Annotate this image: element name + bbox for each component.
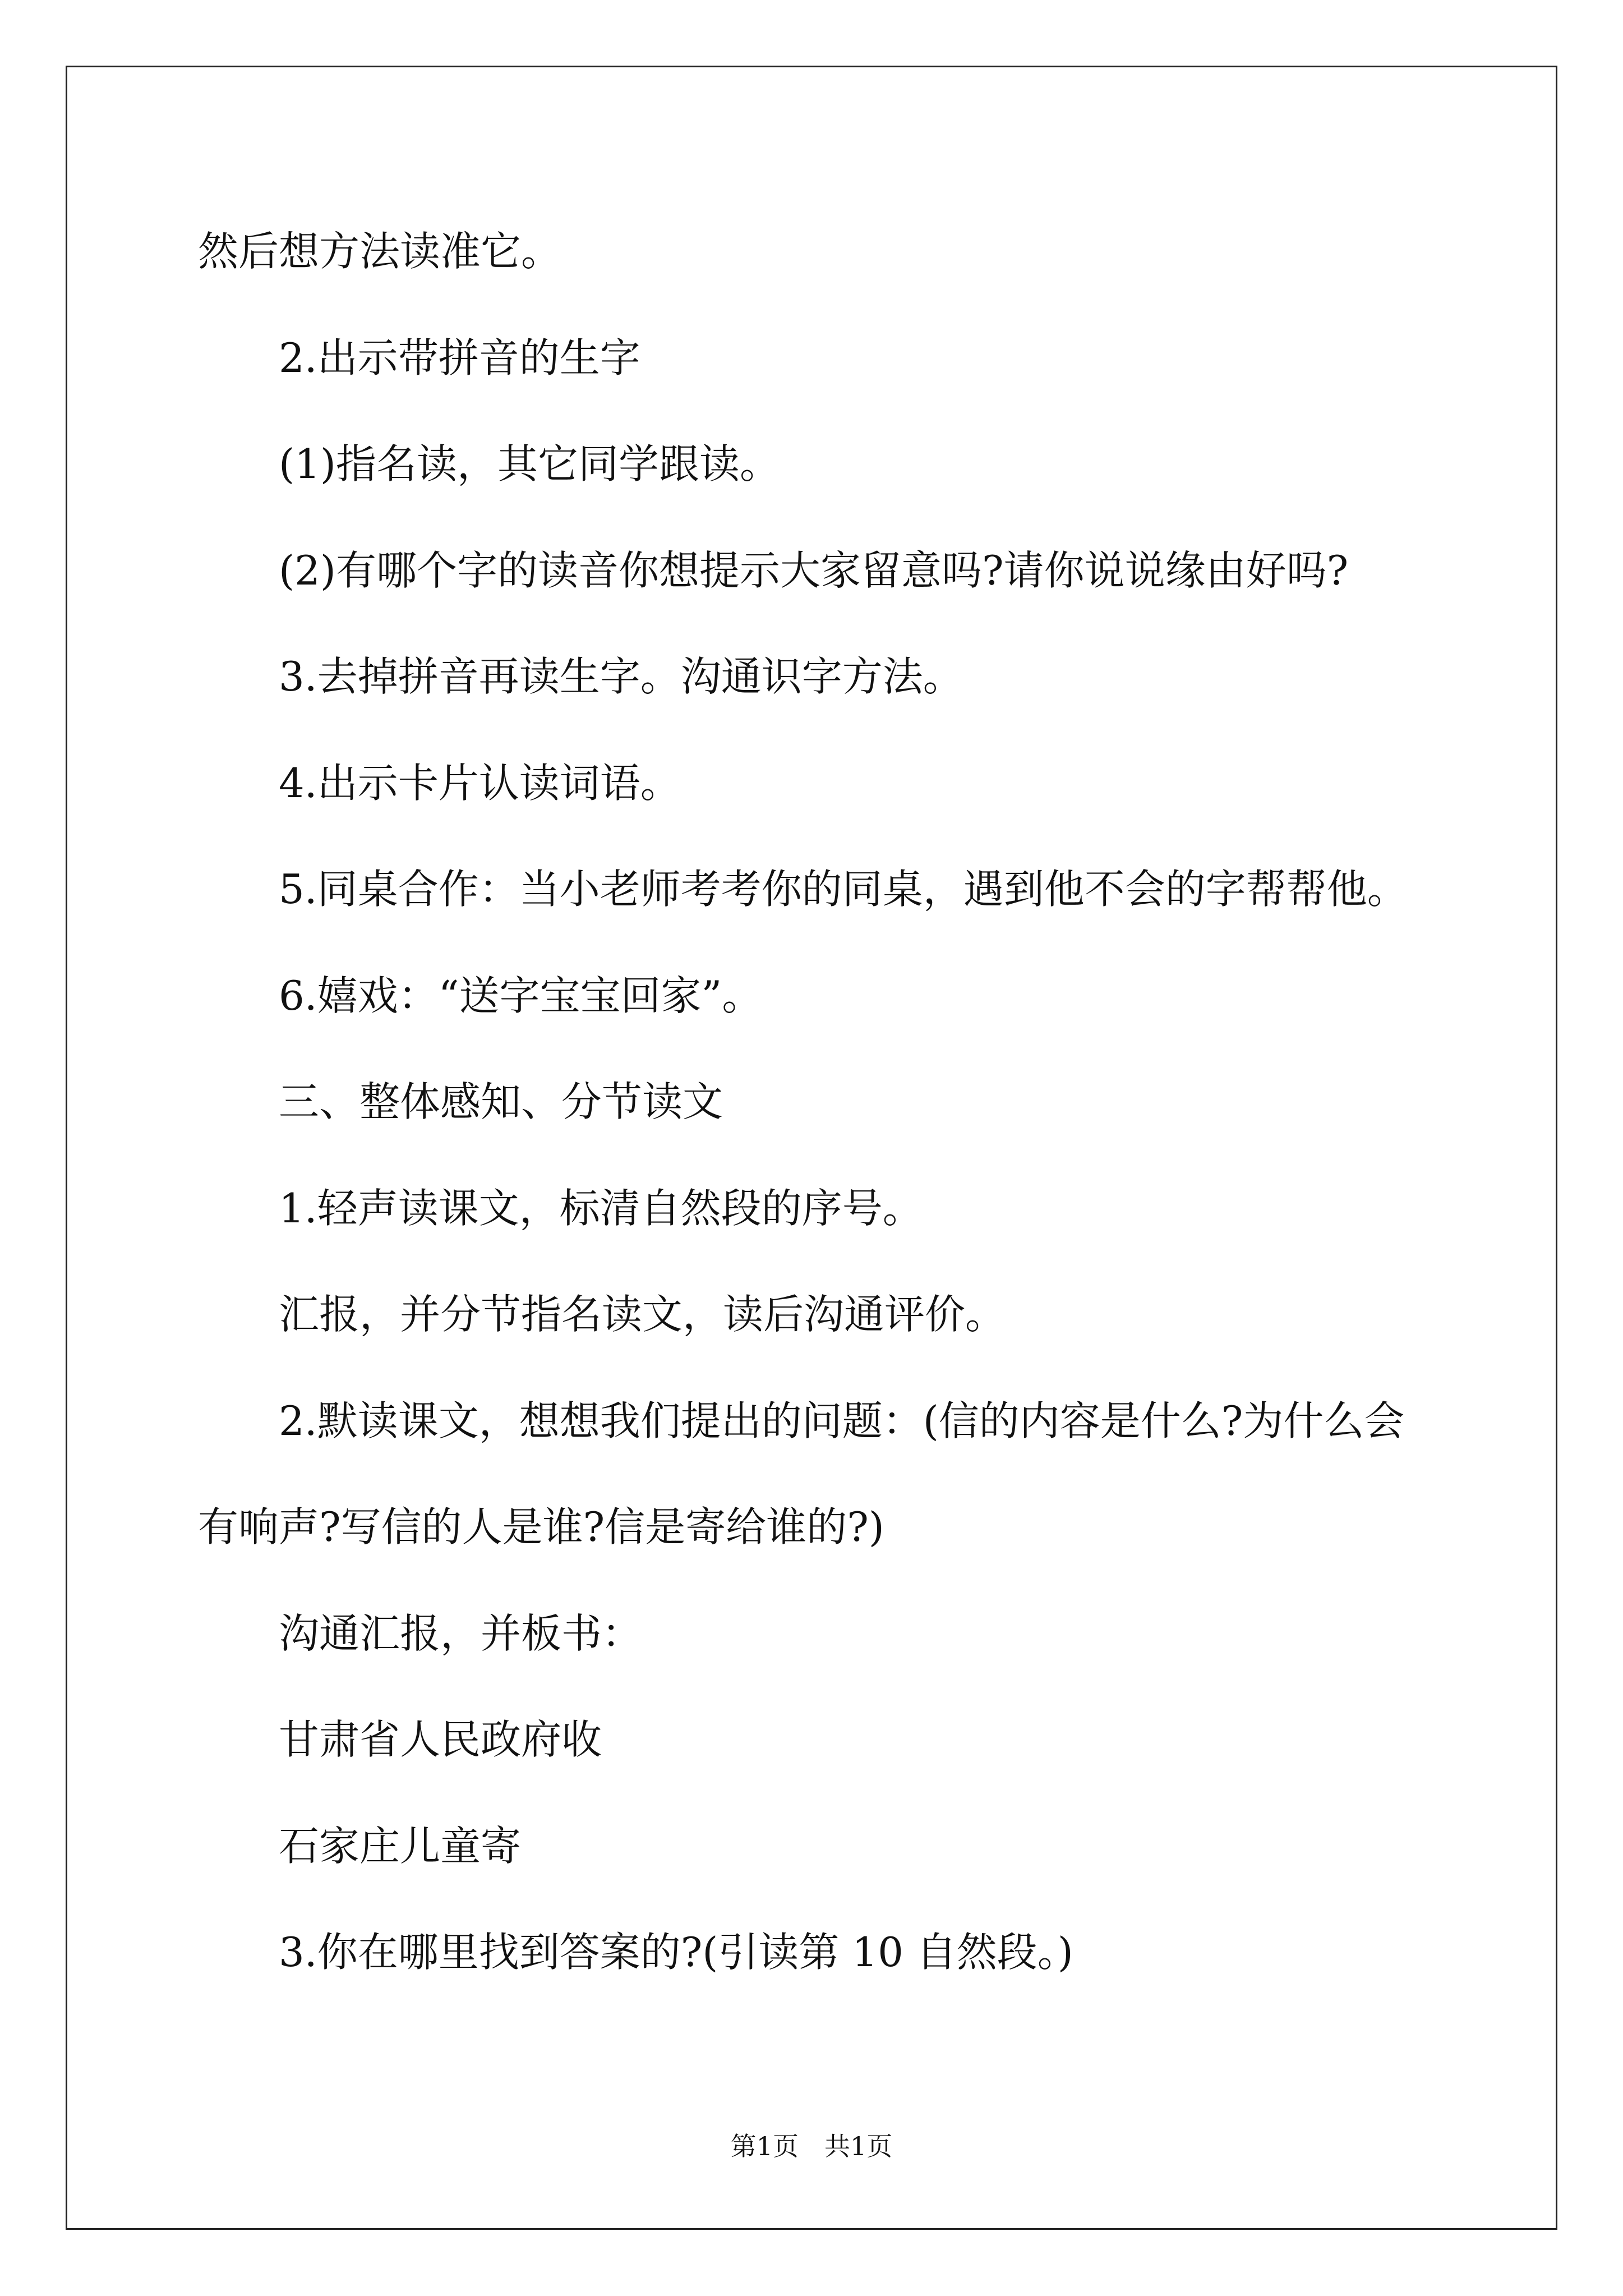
- blackboard-intro: 沟通汇报，并板书：: [279, 1609, 643, 1657]
- step-silent-reading-line-1: 2.默读课文，想想我们提出的问题：(信的内容是什么?为什么会: [279, 1397, 1405, 1444]
- step-silent-reading-line-2: 有响声?写信的人是谁?信是寄给谁的?): [198, 1503, 884, 1550]
- page-number-footer: 第1页 共1页: [730, 2131, 893, 2161]
- step-desk-mate-cooperation: 5.同桌合作：当小老师考考你的同桌，遇到他不会的字帮帮他。: [279, 866, 1408, 913]
- blackboard-recipient: 甘肃省人民政府收: [279, 1716, 602, 1763]
- continuation-line: 然后想方法读准它。: [198, 228, 562, 275]
- section-heading: 三、整体感知、分节读文: [279, 1078, 723, 1125]
- substep-pronunciation-tips: (2)有哪个字的读音你想提示大家留意吗?请你说说缘由好吗?: [279, 546, 1349, 594]
- substep-read-aloud: (1)指名读，其它同学跟读。: [279, 440, 780, 487]
- report-paragraph: 汇报，并分节指名读文，读后沟通评价。: [279, 1291, 1006, 1338]
- document-body: [198, 199, 1533, 2006]
- step-find-answer: 3.你在哪里找到答案的?(引读第 10 自然段。): [279, 1929, 1073, 1976]
- step-read-softly: 1.轻声读课文，标清自然段的序号。: [279, 1184, 923, 1232]
- step-show-pinyin-characters: 2.出示带拼音的生字: [279, 334, 640, 381]
- blackboard-sender: 石家庄儿童寄: [279, 1822, 522, 1870]
- step-remove-pinyin: 3.去掉拼音再读生字。沟通识字方法。: [279, 653, 963, 700]
- step-word-cards: 4.出示卡片认读词语。: [279, 759, 681, 807]
- step-game: 6.嬉戏：“送字宝宝回家”。: [279, 972, 763, 1019]
